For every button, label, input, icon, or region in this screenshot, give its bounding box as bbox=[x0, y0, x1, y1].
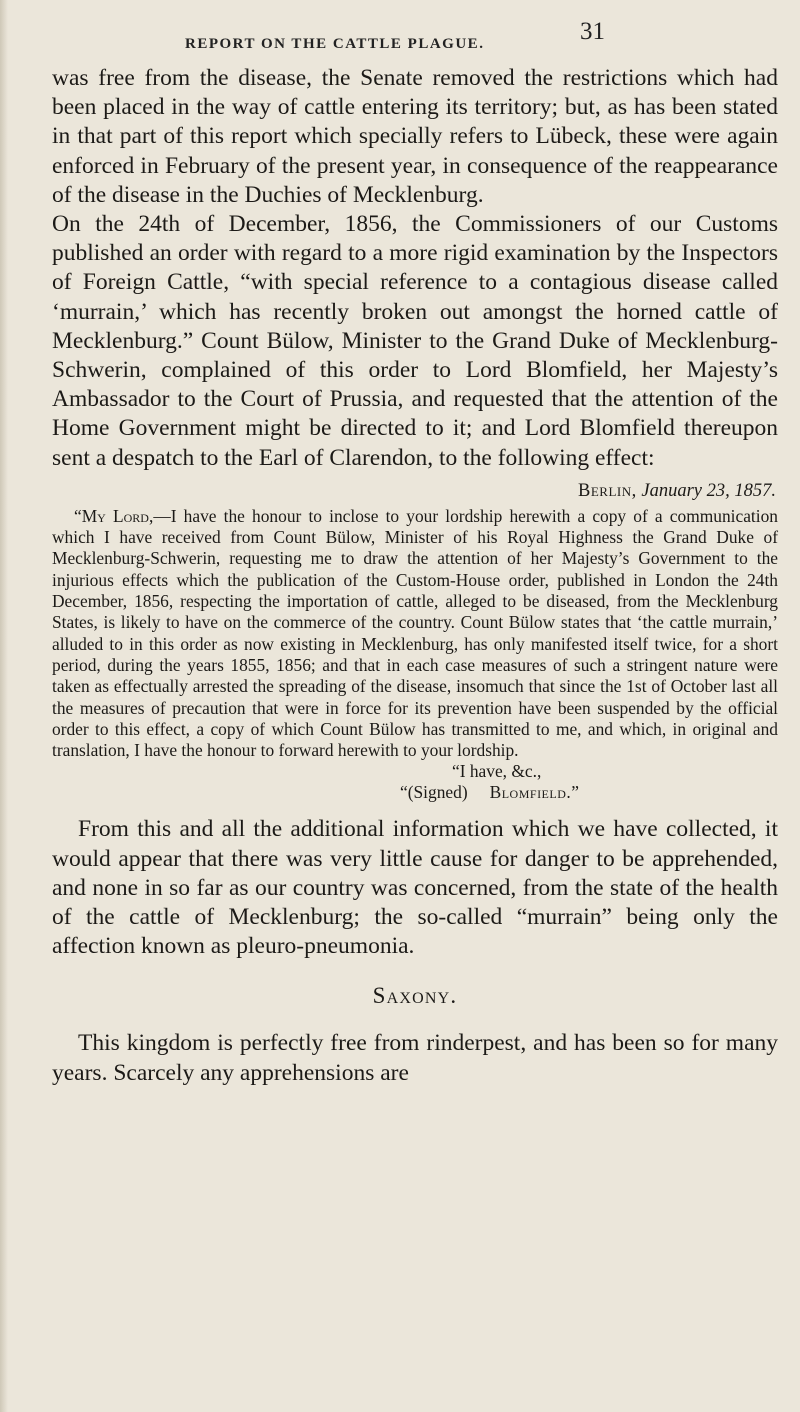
spacer bbox=[52, 803, 778, 815]
section-title: Saxony. bbox=[372, 983, 458, 1009]
letter-text: —I have the honour to inclose to your lordship herewith a copy of a communication which I have received from Count Bülow, Minister of his Royal Highness the Grand Duke of Mecklenburg-Schwerin, requesting me to draw the attention of her Majesty’s Government to the injurious effects which the publication of the Custom-House order, published in London the 24th December, 1856, respecting the importation of cattle, alleged to be diseased, from the Mecklenburg States, is likely to have on the commerce of the country. Count Bülow states that ‘the cattle murrain,’ alluded to in this order as now existing in Mecklenburg, has only manifested itself twice, for a short period, during the years 1855, 1856; and that in each case measures of such a stringent nature were taken as effectually arrested the spreading of the disease, insomuch that since the 1st of October last all the measures of precaution that were in force for its prevention have been suspended by the official order to this effect, a copy of which Count Bülow has transmitted to me, and which, in original and translation, I have the honour to forward herewith to your lordship. bbox=[52, 505, 778, 761]
page-body bbox=[52, 64, 778, 1088]
letter-place: Berlin, bbox=[578, 480, 637, 501]
letter-signature bbox=[400, 782, 778, 803]
running-head: REPORT ON THE CATTLE PLAGUE. bbox=[185, 36, 485, 52]
page-binding-edge bbox=[0, 0, 8, 1412]
letter-signed: “(Signed) bbox=[400, 782, 468, 803]
paragraph-continuation: was free from the disease, the Senate removed the restrictions which had been placed in the way of cattle entering its territory; but, as has been stated in that part of this report which specially refers to Lübeck, these were again enforced in February of the present year, in consequence of the reappearance of the disease in the Duchies of Mecklenburg. bbox=[52, 65, 778, 208]
letter-salutation: “My Lord, bbox=[74, 505, 154, 526]
letter-dateline bbox=[52, 481, 776, 502]
paragraph-saxony: This kingdom is perfectly free from rinderpest, and has been so for many years. Scarcely any apprehensions are bbox=[52, 1030, 778, 1086]
paragraph-conclusion: From this and all the additional information which we have collected, it would appear that there was very little cause for danger to be apprehended, and none in so far as our country was concerned, from the state of the health of the cattle of Mecklenburg; the so-called “murrain” being only the affection known as pleuro-pneumonia. bbox=[52, 816, 778, 960]
letter-date: January 23, 1857. bbox=[641, 480, 776, 501]
page-number: 31 bbox=[580, 18, 605, 45]
page-header bbox=[185, 0, 605, 60]
letter-signer: Blomfield.” bbox=[489, 782, 580, 803]
paragraph-customs-order: On the 24th of December, 1856, the Commissioners of our Customs published an order with regard to a more rigid examination by the Inspectors of Foreign Cattle, “with special reference to a contagious disease called ‘murrain,’ which has recently broken out amongst the horned cattle of Mecklenburg.” Count Bülow, Minister to the Grand Duke of Mecklenburg-Schwerin, complained of this order to Lord Blomfield, her Majesty’s Ambassador to the Court of Prussia, and requested that the attention of the Home Government might be directed to it; and Lord Blomfield thereupon sent a despatch to the Earl of Clarendon, to the following effect: bbox=[52, 211, 778, 471]
letter-closing: “I have, &c., bbox=[452, 761, 542, 782]
letter-body bbox=[52, 506, 778, 762]
